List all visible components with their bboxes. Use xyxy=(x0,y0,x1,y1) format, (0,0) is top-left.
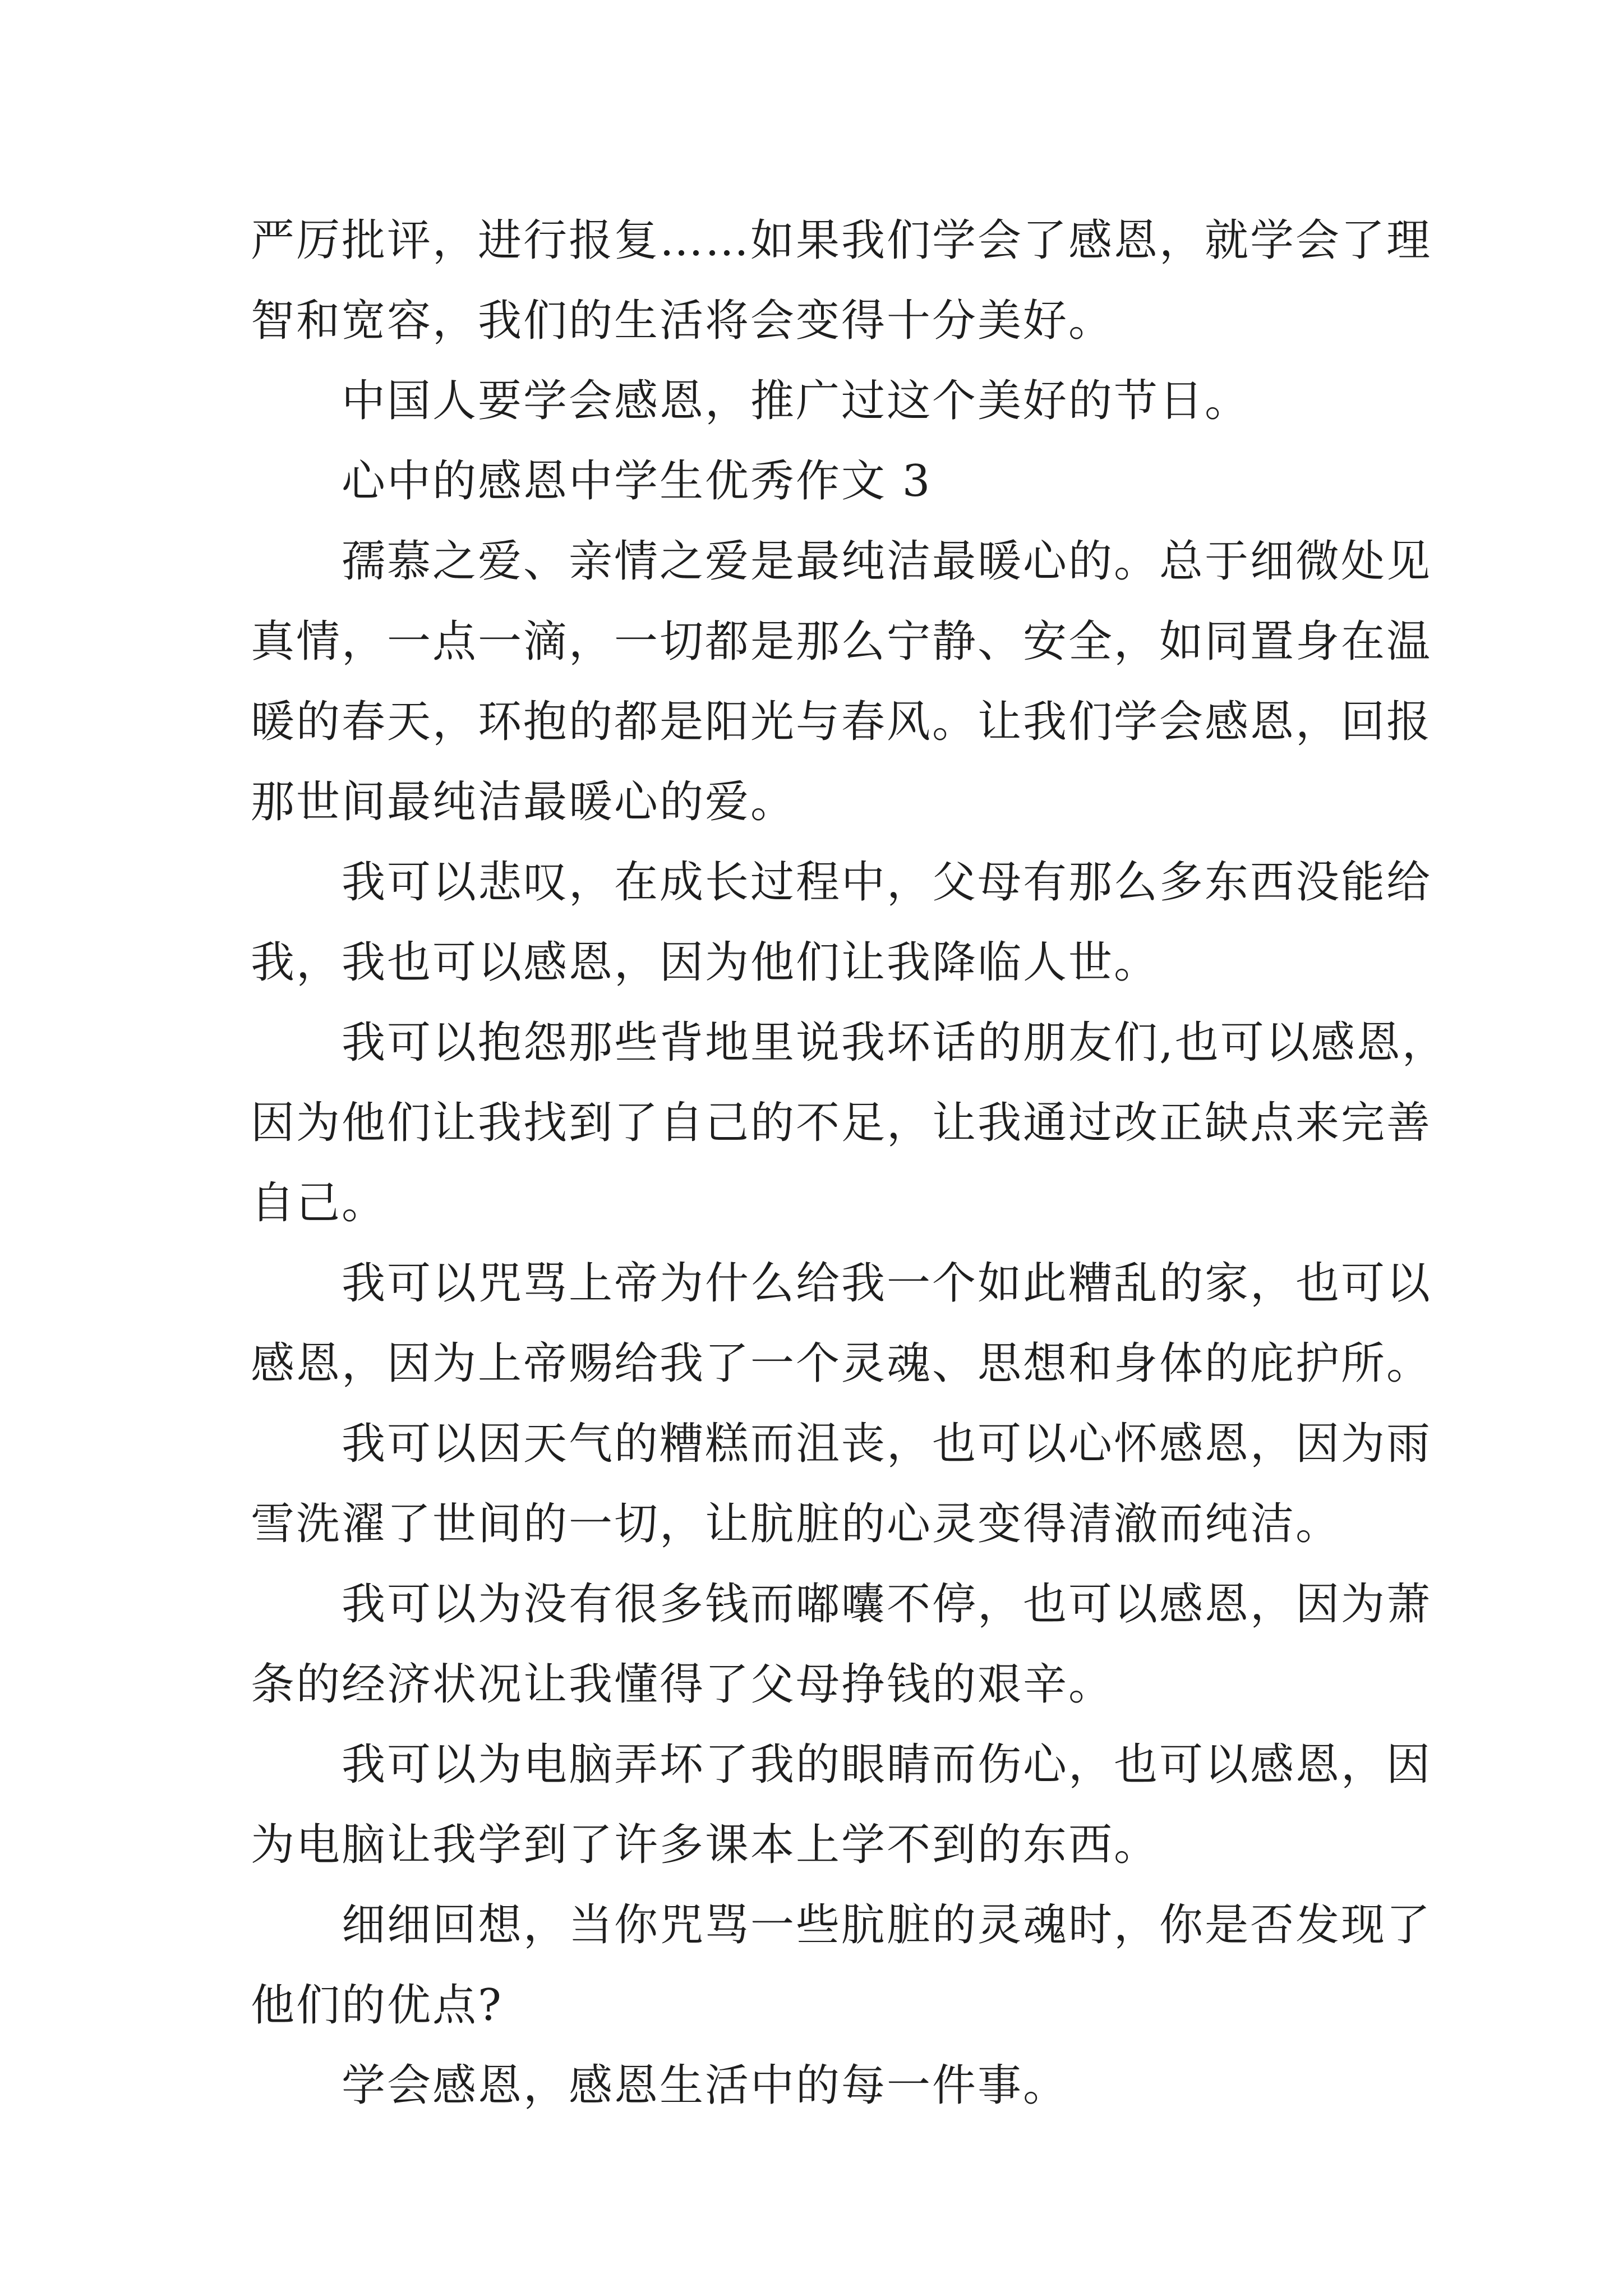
text-line: 我可以悲叹，在成长过程中，父母有那么多东西没能给 xyxy=(342,857,1432,908)
text-line: 智和宽容，我们的生活将会变得十分美好。 xyxy=(251,296,1114,346)
text-line: 中国人要学会感恩，推广过这个美好的节日。 xyxy=(342,376,1251,426)
text-line: 我可以因天气的糟糕而沮丧，也可以心怀感恩，因为雨 xyxy=(342,1419,1432,1469)
paragraph xyxy=(251,2046,1428,2126)
text-line: 孺慕之爱、亲情之爱是最纯洁最暖心的。总于细微处见 xyxy=(342,536,1432,587)
section-title xyxy=(251,441,1428,522)
paragraph xyxy=(251,1003,1447,1244)
text-line: 我可以为电脑弄坏了我的眼睛而伤心，也可以感恩，因 xyxy=(342,1740,1432,1790)
text-line: 他们的优点? xyxy=(251,1980,503,2031)
text-line: 自己。 xyxy=(251,1178,388,1228)
text-line: 为电脑让我学到了许多课本上学不到的东西。 xyxy=(251,1820,1160,1870)
text-line: 我可以咒骂上帝为什么给我一个如此糟乱的家，也可以 xyxy=(342,1258,1432,1309)
paragraph xyxy=(251,1244,1432,1404)
text-line: 我可以为没有很多钱而嘟囔不停，也可以感恩，因为萧 xyxy=(342,1579,1432,1630)
paragraph xyxy=(251,522,1432,843)
paragraph xyxy=(251,1885,1432,2046)
text-line: 因为他们让我找到了自己的不足，让我通过改正缺点来完善 xyxy=(251,1098,1432,1148)
text-line: 细细回想，当你咒骂一些肮脏的灵魂时，你是否发现了 xyxy=(342,1900,1432,1950)
text-line: 条的经济状况让我懂得了父母挣钱的艰辛。 xyxy=(251,1659,1114,1710)
text-line: 雪洗濯了世间的一切，让肮脏的心灵变得清澈而纯洁。 xyxy=(251,1499,1341,1549)
text-line: 那世间最纯洁最暖心的爱。 xyxy=(251,777,796,827)
paragraph xyxy=(251,843,1432,1003)
section-title-text: 心中的感恩中学生优秀作文 3 xyxy=(342,456,932,507)
document-body xyxy=(251,201,1447,2126)
text-line: 我，我也可以感恩，因为他们让我降临人世。 xyxy=(251,937,1160,988)
paragraph xyxy=(251,1725,1432,1885)
text-line: 真情，一点一滴，一切都是那么宁静、安全，如同置身在温 xyxy=(251,616,1432,667)
text-line: 我可以抱怨那些背地里说我坏话的朋友们,也可以感恩， xyxy=(342,1018,1447,1068)
paragraph xyxy=(251,361,1428,441)
paragraph xyxy=(251,1565,1432,1725)
text-line: 暖的春天，环抱的都是阳光与春风。让我们学会感恩，回报 xyxy=(251,697,1432,747)
text-line: 学会感恩，感恩生活中的每一件事。 xyxy=(342,2060,1069,2111)
paragraph xyxy=(251,1404,1432,1565)
paragraph xyxy=(251,201,1432,361)
text-line: 感恩，因为上帝赐给我了一个灵魂、思想和身体的庇护所。 xyxy=(251,1338,1432,1389)
text-line: 严厉批评，进行报复……如果我们学会了感恩，就学会了理 xyxy=(251,215,1432,266)
